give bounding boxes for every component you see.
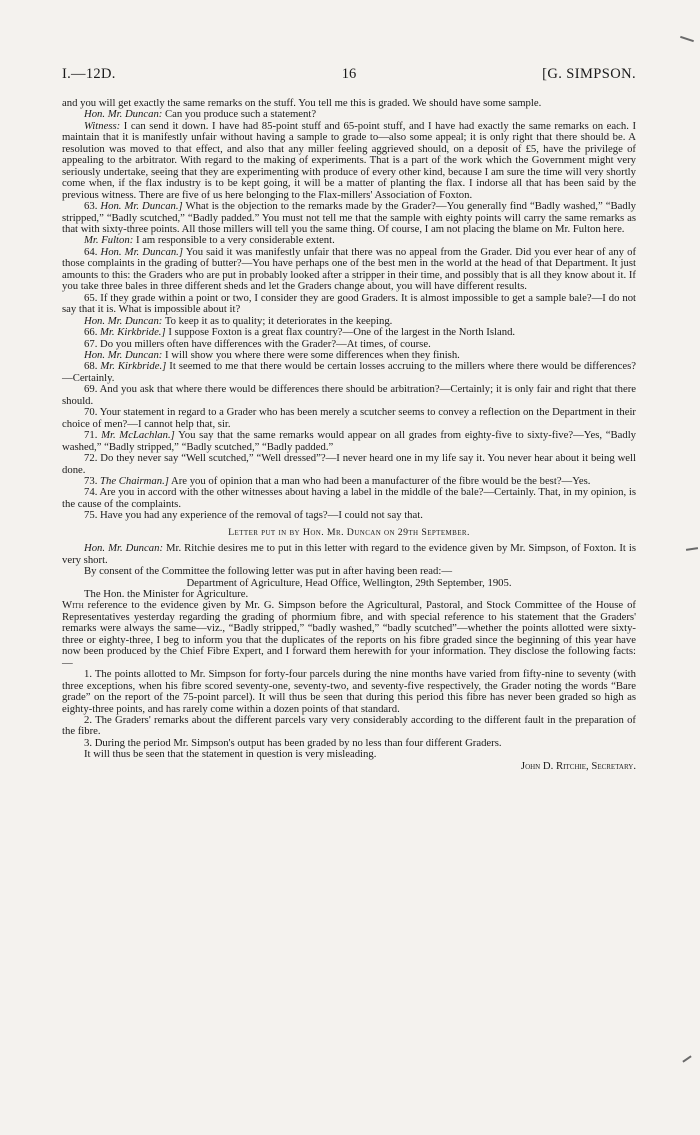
paragraph-text: Do you millers often have differences with the Grader?—At times, of course. [100,337,431,350]
paragraph-text: Are you in accord with the other witnesses about having a label in the middle of the bale?—Certainly. That, in my opinion, is the cause of the complaints. [62,486,636,510]
paragraph-text: Department of Agriculture, Head Office, Wellington, 29th September, 1905. [186,576,512,589]
paragraph [62,453,636,476]
margin-mark [686,547,698,551]
paragraph-text: The Hon. the Minister for Agriculture. [84,588,249,601]
question-number: 66. [84,326,101,339]
speaker: Hon. Mr. Duncan.] [100,200,183,213]
paragraph-text: 3. During the period Mr. Simpson's output has been graded by no less than four different Graders. [84,736,502,749]
question-number: 70. [84,406,100,419]
speaker: Hon. Mr. Duncan.] [100,245,184,258]
question-number: 64. [84,245,101,258]
paragraph-text: You said it was manifestly unfair that there was no appeal from the Grader. Did you ever hear of any of those complaints in the grading of butter?—You have perhaps one of the best men in the world at the head of that Department. It just amounts to this: the Graders who are put in probably looked after a stripper in their time, and possibly that is all they know about it. If you take three bales in three different sheds and let the Graders change about, you will have different results. [62,245,637,293]
paragraph [62,715,636,738]
margin-mark [682,1055,691,1062]
paragraph [62,669,636,715]
paragraph-text: I suppose Foxton is a great flax country?—One of the largest in the North Island. [165,326,516,339]
paragraph [62,430,636,453]
speaker: Hon. Mr. Duncan: [84,348,163,361]
paragraph-text: Can you produce such a statement? [162,108,317,121]
speaker: Hon. Mr. Duncan: [84,542,163,555]
paragraph-text: By consent of the Committee the following letter was put in after having been read:— [84,565,453,578]
paragraph [62,201,636,235]
paragraph [62,543,636,566]
paragraph-text: Do they never say “Well scutched,” “Well dressed”?—I never heard one in my life say it. You never hear about it being well done. [62,452,636,476]
letter-heading: Letter put in by Hon. Mr. Duncan on 29th September. [228,526,470,538]
question-number: 65. [84,291,101,304]
paragraph-text: and you will get exactly the same remarks on the stuff. You tell me this is graded. We should have some sample. [62,97,542,109]
signature: John D. Ritchie, Secretary. [520,759,636,772]
speaker: Mr. Fulton: [84,234,134,247]
margin-mark [680,36,694,42]
paragraph [62,384,636,407]
paragraph [62,487,636,510]
question-number: 71. [84,429,102,442]
paragraph-text: I will show you where there were some differences when they finish. [162,348,460,361]
question-number: 69. [84,383,100,396]
paragraph-text: reference to the evidence given by Mr. G. Simpson before the Agricultural, Pastoral, and Stock Committee of the House of Representatives yesterday regarding the grading of phormium fibre, and with special reference to his statement that the Graders' remarks were always the same—viz., “Badly stripped,” “badly washed,” “badly scutched”—whether the points allotted were sixty-three or eighty-three, I beg to inform you that the duplicates of the reports on his fibre graded since the beginning of this year have now been produced by the Chief Fibre Expert, and I forward them herewith for your information. They disclose the following facts:— [62,599,636,669]
paragraph-text: You say that the same remarks would appear on all grades from eighty-five to sixty-five?—Yes, “Badly washed,” “Badly stripped,” “Badly scutched,” “Badly padded.” [62,429,637,453]
speaker: The Chairman.] [100,474,169,487]
small-caps-word: With [62,599,84,612]
speaker: Mr. Kirkbride.] [100,360,167,373]
paragraph-text: It will thus be seen that the statement in question is very misleading. [84,748,377,761]
speaker: Mr. Kirkbride.] [100,326,166,339]
paragraph-text: Have you had any experience of the removal of tags?—I could not say that. [100,509,423,522]
page-number: 16 [341,66,357,82]
paragraph [62,121,636,201]
question-number: 68. [84,360,101,373]
paragraph-text: To keep it as to quality; it deteriorates in the keeping. [162,314,393,327]
paragraph-text: Mr. Ritchie desires me to put in this letter with regard to the evidence given by Mr. Simpson, of Foxton. It is very short. [62,542,636,566]
paragraph [62,361,636,384]
question-number: 75. [84,509,101,522]
document-body [62,98,636,772]
speaker: Hon. Mr. Duncan: [84,108,163,121]
speaker: Mr. McLachlan.] [101,429,175,442]
paragraph-text: And you ask that where there would be differences there should be arbitration?—Certainly; it is only fair and right that there should. [62,383,636,407]
witness-name: [G. SIMPSON. [542,66,636,82]
question-number: 67. [84,337,101,350]
question-number: 74. [84,486,100,499]
paragraph [62,247,636,293]
page-header [62,66,636,84]
question-number: 63. [84,200,101,213]
paragraph [62,407,636,430]
paragraph [62,600,636,669]
paragraph-text: 1. The points allotted to Mr. Simpson for forty-four parcels during the nine months have varied from fifty-nine to seventy (with three exceptions, when his fibre scored seventy-one, seventy-two, and seventy-five respectively, the Grader noting the words “Bare grade” on the report of the 75-point parcel). It will thus be seen that during this period this fibre has never been graded so high as eighty-three points, and has rarely come within a dozen points of that standard. [62,668,636,715]
paragraph [62,510,636,521]
paragraph [62,293,636,316]
paper-reference: I.—12D. [62,66,116,82]
paragraph-text: If they grade within a point or two, I consider they are good Graders. It is almost impossible to get a sample bale?—I do not say that it is. What is impossible about it? [62,291,637,316]
paragraph-text: 2. The Graders' remarks about the different parcels vary very considerably according to the different fault in the preparation of the fibre. [62,714,636,738]
speaker: Witness: [84,119,121,132]
speaker: Hon. Mr. Duncan: [84,314,163,327]
paragraph-text: It seemed to me that there would be certain losses accruing to the millers where there would be differences?—Certainly. [62,360,636,384]
question-number: 72. [84,452,101,465]
paragraph-text: Are you of opinion that a man who had been a manufacturer of the fibre would be the best?—Yes. [168,474,591,487]
question-number: 73. [84,474,101,487]
paragraph-text: What is the objection to the remarks made by the Grader?—You generally find “Badly washed,” “Badly stripped,” “Badly scutched,” “Badly padded.” You must not tell me that the sample with eighty points will carry the same remarks as that with sixty-three points. All those millers will tell you the same thing. Of course, I am not placing the blame on Mr. Fulton here. [62,200,637,235]
paragraph-text: I can send it down. I have had 85-point stuff and 65-point stuff, and I have had exactly the same remarks on each. I maintain that it is manifestly unfair without having a sample to grade to—also some appeal; it is only right that there should be. A resolution was moved to that effect, and also that any miller feeling aggrieved should, on a deposit of £5, have the privilege of appealing to the arbitrator. With regard to the making of experiments. That is a part of the work which the Government might very seriously undertake, seeing that they are experimenting with produce of every other kind, because I am sure the time will very shortly come when, if the flax industry is to be kept going, it will be a matter of planting the flax. I indorse all that has been said by the previous witness. There are five of us here belonging to the Flax-millers' Association of Foxton. [62,119,636,201]
paragraph-text: Your statement in regard to a Grader who has been merely a scutcher seems to convey a reflection on the Department in their choice of men?—I cannot help that, sir. [62,406,636,430]
paragraph-text: I am responsible to a very considerable extent. [133,234,335,247]
